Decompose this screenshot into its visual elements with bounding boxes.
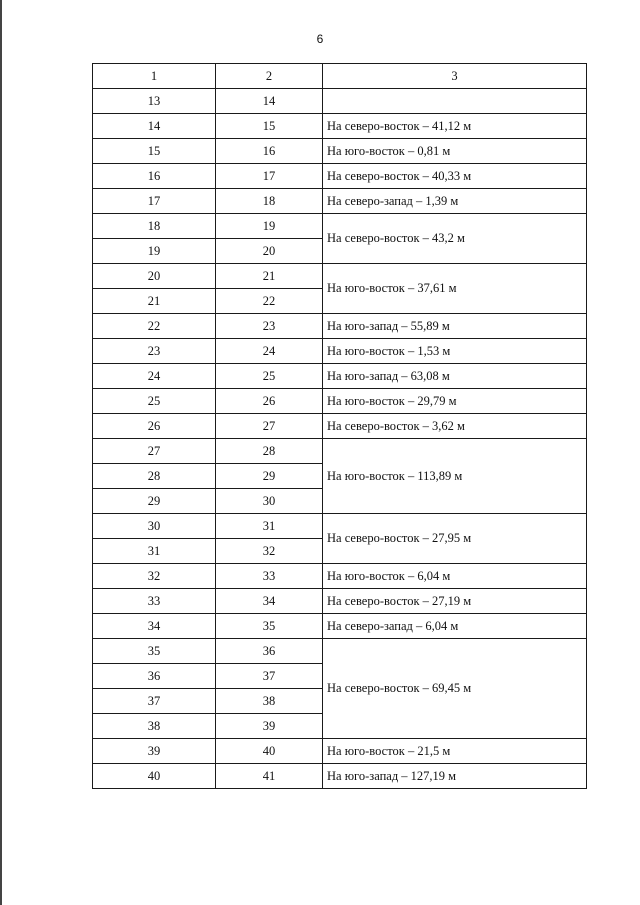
point-to-cell: 16 bbox=[216, 139, 323, 164]
direction-cell: На юго-запад – 55,89 м bbox=[323, 314, 587, 339]
table-row bbox=[93, 639, 587, 664]
table-row bbox=[93, 114, 587, 139]
point-from-cell: 38 bbox=[93, 714, 216, 739]
direction-cell bbox=[323, 89, 587, 114]
direction-cell: На юго-восток – 0,81 м bbox=[323, 139, 587, 164]
table-row bbox=[93, 339, 587, 364]
direction-cell: На северо-запад – 1,39 м bbox=[323, 189, 587, 214]
point-from-cell: 16 bbox=[93, 164, 216, 189]
table-row bbox=[93, 314, 587, 339]
point-to-cell: 23 bbox=[216, 314, 323, 339]
header-row bbox=[93, 64, 587, 89]
scan-edge bbox=[0, 0, 2, 905]
direction-cell: На юго-запад – 63,08 м bbox=[323, 364, 587, 389]
table-row bbox=[93, 739, 587, 764]
point-from-cell: 22 bbox=[93, 314, 216, 339]
table-row bbox=[93, 414, 587, 439]
point-to-cell: 39 bbox=[216, 714, 323, 739]
point-from-cell: 32 bbox=[93, 564, 216, 589]
table-row bbox=[93, 389, 587, 414]
point-from-cell: 40 bbox=[93, 764, 216, 789]
point-to-cell: 26 bbox=[216, 389, 323, 414]
point-to-cell: 37 bbox=[216, 664, 323, 689]
table-row bbox=[93, 364, 587, 389]
point-to-cell: 19 bbox=[216, 214, 323, 239]
point-from-cell: 27 bbox=[93, 439, 216, 464]
point-to-cell: 24 bbox=[216, 339, 323, 364]
point-from-cell: 39 bbox=[93, 739, 216, 764]
point-to-cell: 36 bbox=[216, 639, 323, 664]
table-row bbox=[93, 764, 587, 789]
point-to-cell: 27 bbox=[216, 414, 323, 439]
table-header bbox=[93, 64, 587, 89]
boundary-table bbox=[92, 63, 587, 789]
point-from-cell: 20 bbox=[93, 264, 216, 289]
table-row bbox=[93, 189, 587, 214]
point-to-cell: 17 bbox=[216, 164, 323, 189]
direction-cell: На юго-восток – 29,79 м bbox=[323, 389, 587, 414]
point-to-cell: 22 bbox=[216, 289, 323, 314]
table-row bbox=[93, 564, 587, 589]
table-row bbox=[93, 89, 587, 114]
point-from-cell: 25 bbox=[93, 389, 216, 414]
direction-cell: На северо-восток – 41,12 м bbox=[323, 114, 587, 139]
point-to-cell: 14 bbox=[216, 89, 323, 114]
point-from-cell: 28 bbox=[93, 464, 216, 489]
point-to-cell: 41 bbox=[216, 764, 323, 789]
table-row bbox=[93, 439, 587, 464]
point-to-cell: 40 bbox=[216, 739, 323, 764]
point-to-cell: 31 bbox=[216, 514, 323, 539]
point-from-cell: 13 bbox=[93, 89, 216, 114]
point-to-cell: 38 bbox=[216, 689, 323, 714]
point-from-cell: 18 bbox=[93, 214, 216, 239]
direction-cell: На северо-восток – 69,45 м bbox=[323, 639, 587, 739]
point-from-cell: 33 bbox=[93, 589, 216, 614]
point-from-cell: 17 bbox=[93, 189, 216, 214]
header-col-2: 2 bbox=[216, 64, 323, 89]
point-to-cell: 32 bbox=[216, 539, 323, 564]
point-to-cell: 21 bbox=[216, 264, 323, 289]
point-from-cell: 26 bbox=[93, 414, 216, 439]
point-to-cell: 33 bbox=[216, 564, 323, 589]
direction-cell: На северо-восток – 40,33 м bbox=[323, 164, 587, 189]
direction-cell: На юго-восток – 21,5 м bbox=[323, 739, 587, 764]
point-from-cell: 23 bbox=[93, 339, 216, 364]
point-to-cell: 34 bbox=[216, 589, 323, 614]
point-to-cell: 29 bbox=[216, 464, 323, 489]
point-to-cell: 30 bbox=[216, 489, 323, 514]
direction-cell: На юго-восток – 113,89 м bbox=[323, 439, 587, 514]
point-to-cell: 20 bbox=[216, 239, 323, 264]
table-row bbox=[93, 589, 587, 614]
point-to-cell: 35 bbox=[216, 614, 323, 639]
point-from-cell: 21 bbox=[93, 289, 216, 314]
point-from-cell: 36 bbox=[93, 664, 216, 689]
table-row bbox=[93, 139, 587, 164]
direction-cell: На северо-восток – 27,19 м bbox=[323, 589, 587, 614]
point-to-cell: 25 bbox=[216, 364, 323, 389]
page-number: 6 bbox=[316, 32, 324, 46]
point-from-cell: 14 bbox=[93, 114, 216, 139]
point-to-cell: 18 bbox=[216, 189, 323, 214]
point-from-cell: 31 bbox=[93, 539, 216, 564]
table-row bbox=[93, 264, 587, 289]
point-from-cell: 29 bbox=[93, 489, 216, 514]
table-row bbox=[93, 614, 587, 639]
table-body bbox=[93, 89, 587, 789]
direction-cell: На юго-запад – 127,19 м bbox=[323, 764, 587, 789]
direction-cell: На юго-восток – 6,04 м bbox=[323, 564, 587, 589]
point-from-cell: 37 bbox=[93, 689, 216, 714]
direction-cell: На северо-запад – 6,04 м bbox=[323, 614, 587, 639]
direction-cell: На северо-восток – 43,2 м bbox=[323, 214, 587, 264]
point-from-cell: 24 bbox=[93, 364, 216, 389]
point-from-cell: 34 bbox=[93, 614, 216, 639]
table-row bbox=[93, 214, 587, 239]
point-from-cell: 19 bbox=[93, 239, 216, 264]
direction-cell: На юго-восток – 1,53 м bbox=[323, 339, 587, 364]
direction-cell: На северо-восток – 27,95 м bbox=[323, 514, 587, 564]
point-to-cell: 15 bbox=[216, 114, 323, 139]
direction-cell: На северо-восток – 3,62 м bbox=[323, 414, 587, 439]
header-col-3: 3 bbox=[323, 64, 587, 89]
table-row bbox=[93, 164, 587, 189]
point-to-cell: 28 bbox=[216, 439, 323, 464]
direction-cell: На юго-восток – 37,61 м bbox=[323, 264, 587, 314]
header-col-1: 1 bbox=[93, 64, 216, 89]
table-row bbox=[93, 514, 587, 539]
point-from-cell: 30 bbox=[93, 514, 216, 539]
point-from-cell: 15 bbox=[93, 139, 216, 164]
point-from-cell: 35 bbox=[93, 639, 216, 664]
